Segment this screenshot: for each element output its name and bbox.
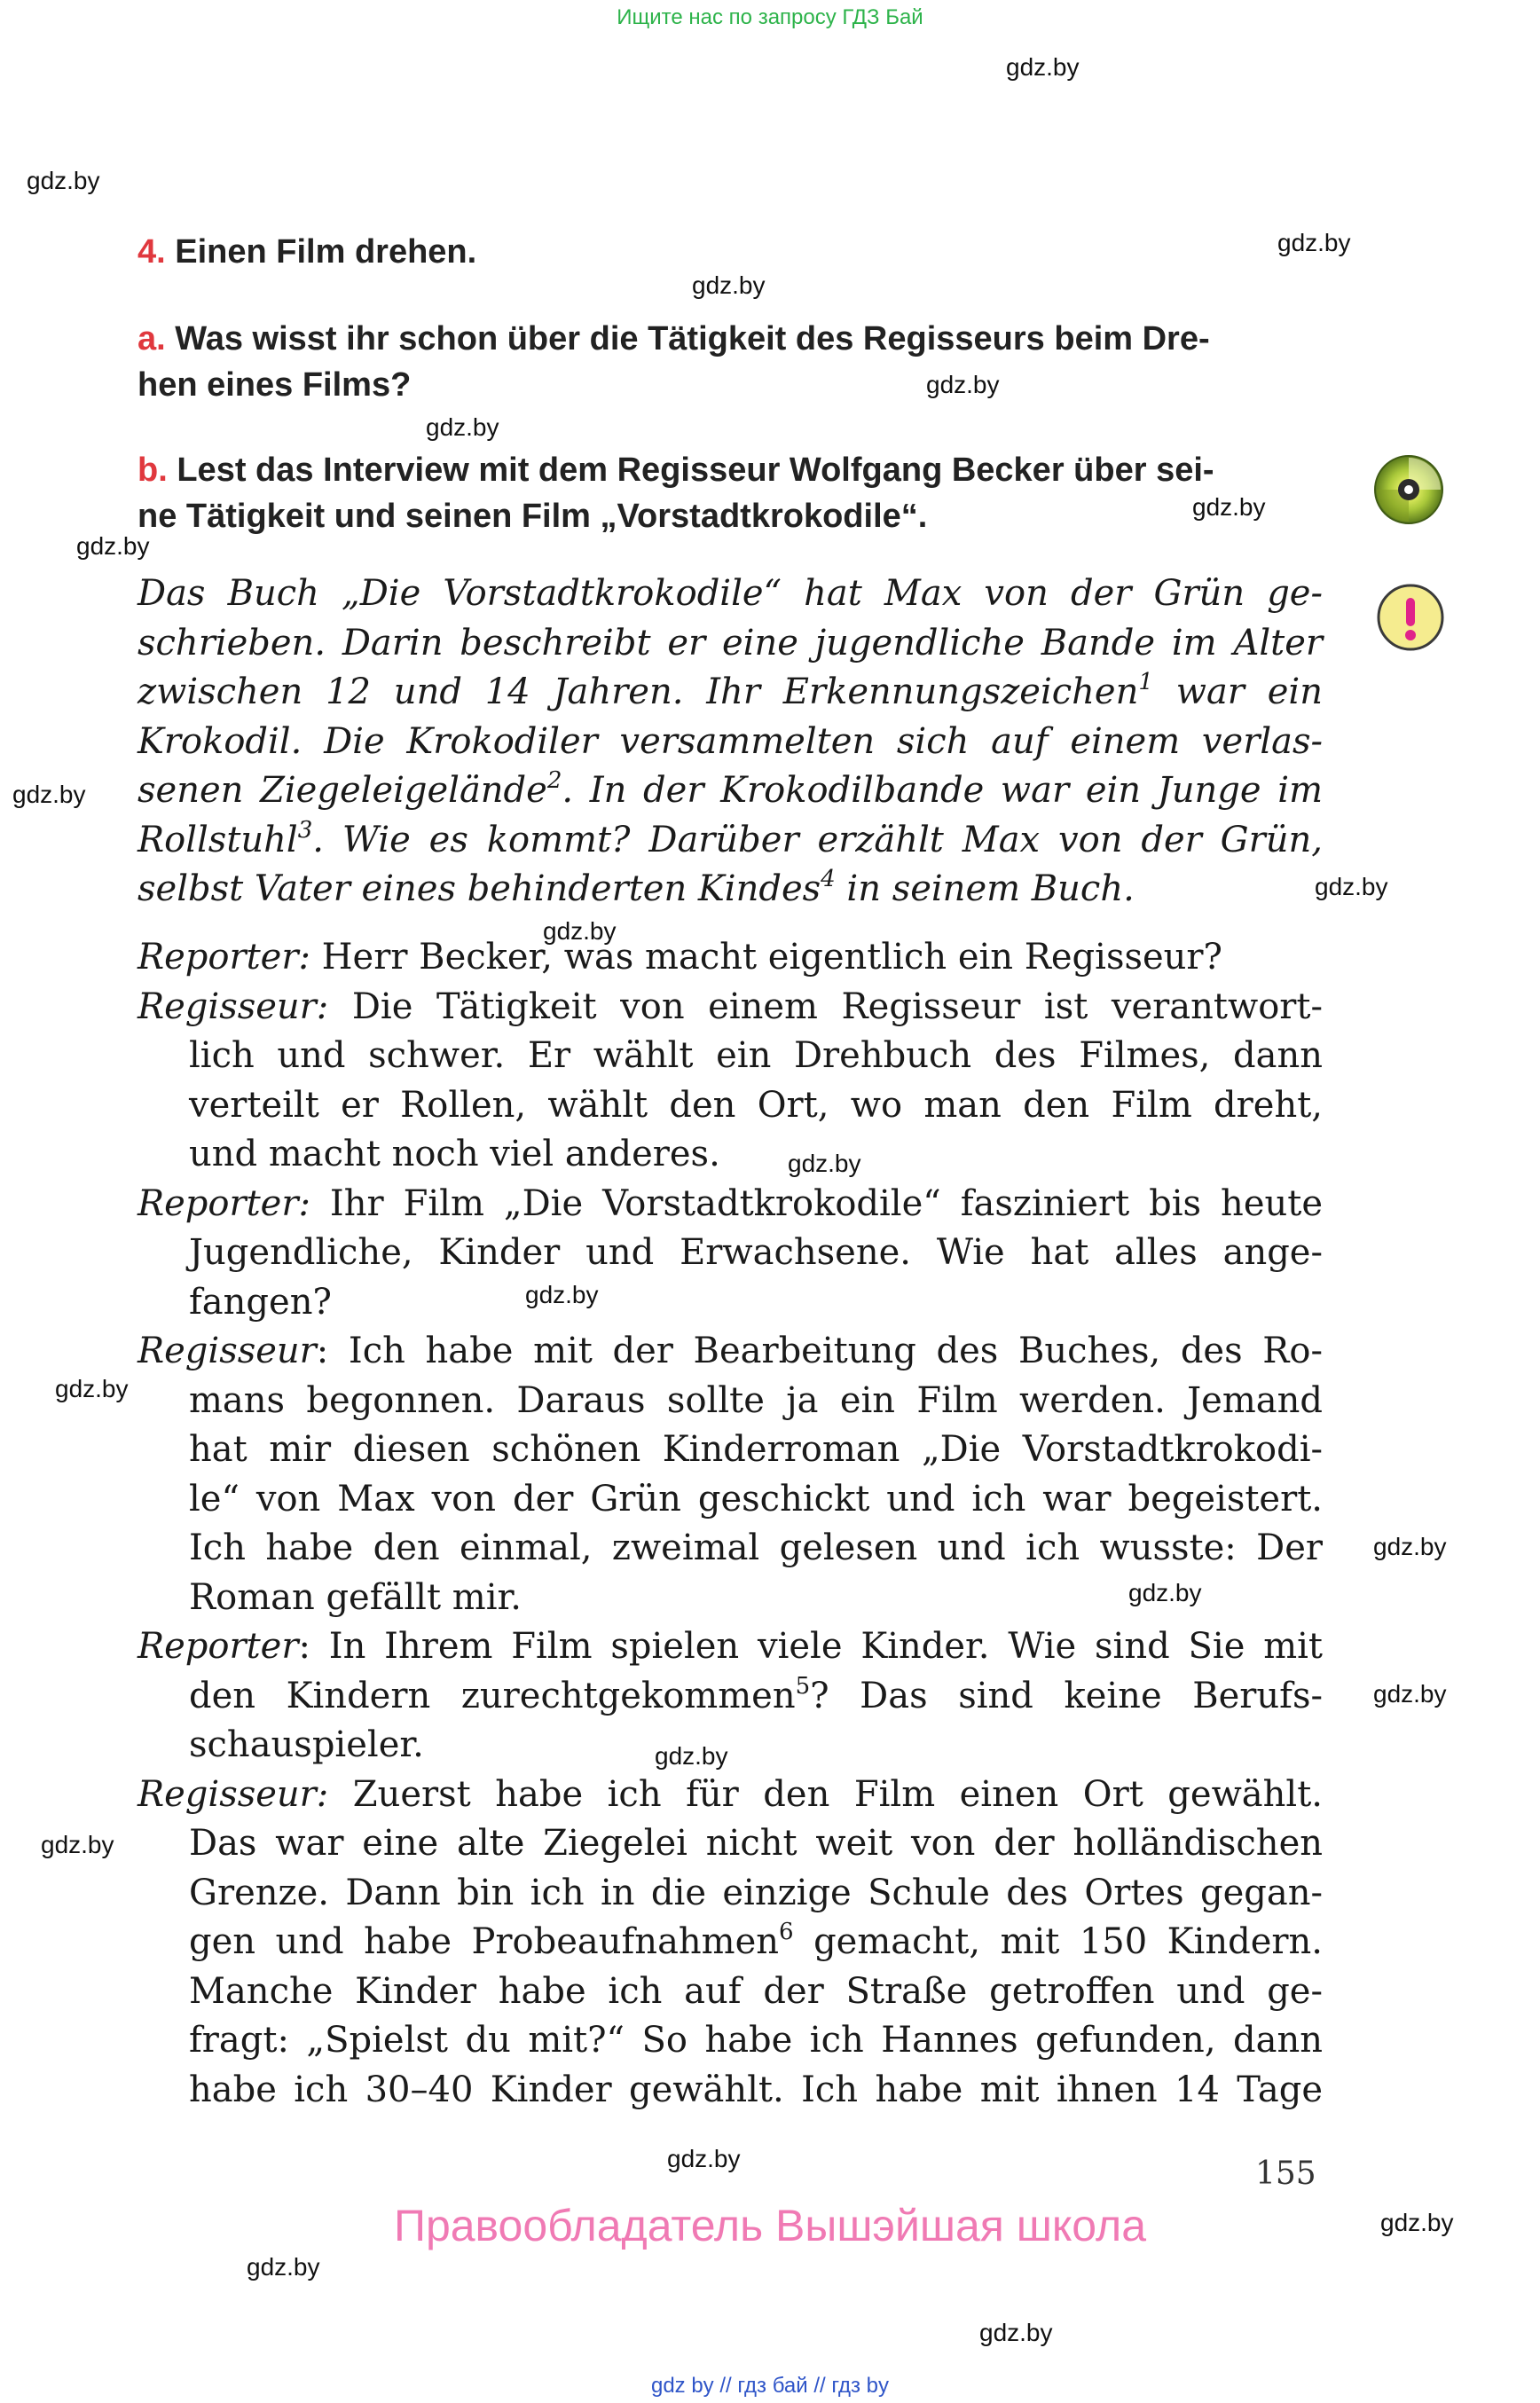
watermark: gdz.by — [667, 2145, 741, 2172]
watermark: gdz.by — [926, 371, 1000, 398]
intro-line — [138, 816, 1323, 866]
answer-line: mans begonnen. Daraus sollte ja ein Film werden. Jemand — [189, 1379, 1323, 1421]
footnote-marker: 3 — [297, 816, 313, 844]
answer-text: gemacht, mit 150 Kindern. — [793, 1921, 1323, 1962]
answer-line: Grenze. Dann bin ich in die einzige Schule des Ortes gegan- — [189, 1872, 1323, 1913]
task-a-line: Was wisst ihr schon über die Tätigkeit des Regisseurs beim Dre- — [175, 320, 1210, 357]
interview-answer — [138, 983, 1323, 1033]
question-line: fangen? — [189, 1281, 332, 1323]
intro-line: schrieben. Darin beschreibt er eine jugendliche Bande im Alter — [138, 622, 1323, 664]
watermark: gdz.by — [1128, 1579, 1202, 1606]
footnote-marker: 5 — [795, 1672, 811, 1700]
answer-line: Manche Kinder habe ich auf der Straße getroffen und ge- — [189, 1970, 1323, 2012]
speaker-reporter: Reporter: — [138, 937, 310, 978]
task-title: Einen Film drehen. — [175, 233, 477, 271]
question-text: Herr Becker, was macht eigentlich ein Regisseur? — [310, 937, 1222, 978]
footnote-marker: 2 — [546, 767, 562, 794]
copyright-notice: Правообладатель Вышэйшая школа — [394, 2201, 1146, 2250]
answer-text: Die Tätigkeit von einem Regisseur ist verantwort- — [328, 986, 1323, 1027]
task-b-line: ne Tätigkeit und seinen Film „Vorstadtkrokodile“. — [138, 498, 928, 535]
watermark: gdz.by — [55, 1375, 129, 1402]
answer-line: lich und schwer. Er wählt ein Drehbuch des Filmes, dann — [189, 1035, 1323, 1076]
interview-answer — [138, 1771, 1323, 1820]
footnote-marker: 4 — [821, 866, 836, 892]
interview-question — [138, 933, 1323, 983]
intro-text: . Wie es kommt? Darüber erzählt Max von der Grün, — [312, 819, 1323, 860]
watermark: gdz.by — [76, 532, 150, 560]
intro-text: war ein — [1152, 671, 1323, 712]
answer-line: und macht noch viel anderes. — [189, 1134, 720, 1174]
task-b-letter: b. — [138, 452, 168, 489]
cd-disc-icon — [1373, 454, 1444, 525]
watermark: gdz.by — [788, 1150, 861, 1177]
watermark: gdz.by — [1380, 2209, 1454, 2236]
colon: : — [316, 1331, 329, 1371]
footer-links[interactable]: gdz by // гдз бай // гдз by — [650, 2374, 890, 2398]
watermark: gdz.by — [1006, 53, 1080, 81]
watermark: gdz.by — [1373, 1533, 1447, 1560]
intro-line — [138, 766, 1323, 816]
answer-text: gen und habe Probeaufnahmen — [189, 1921, 780, 1962]
watermark: gdz.by — [1192, 493, 1266, 521]
answer-line: Roman gefällt mir. — [189, 1576, 522, 1618]
intro-text: selbst Vater eines behinderten Kindes — [138, 868, 821, 909]
watermark: gdz.by — [525, 1281, 599, 1308]
task-number: 4. — [138, 233, 166, 271]
watermark: gdz.by — [1373, 1680, 1447, 1708]
intro-paragraph — [138, 569, 1323, 915]
answer-line — [138, 1918, 1323, 1967]
intro-line — [138, 865, 1323, 915]
watermark: gdz.by — [692, 271, 766, 299]
watermark: gdz.by — [655, 1742, 728, 1770]
task-a-line: hen eines Films? — [138, 366, 412, 404]
answer-text: Ich habe mit der Bearbeitung des Buches, des Ro- — [328, 1331, 1323, 1371]
answer-line: habe ich 30–40 Kinder gewählt. Ich habe mit ihnen 14 Tage — [189, 2069, 1323, 2110]
intro-line: Krokodil. Die Krokodiler versammelten sich auf einem verlas- — [138, 720, 1323, 762]
question-text: In Ihrem Film spielen viele Kinder. Wie sind Sie mit — [310, 1626, 1323, 1667]
intro-text: zwischen 12 und 14 Jahren. Ihr Erkennungszeichen — [138, 671, 1139, 712]
question-text: ? Das sind keine Berufs- — [810, 1675, 1323, 1716]
watermark: gdz.by — [979, 2319, 1053, 2346]
interview-question — [138, 1622, 1323, 1672]
intro-text: senen Ziegeleigelände — [138, 770, 547, 811]
task-b-line: Lest das Interview mit dem Regisseur Wolfgang Becker über sei- — [177, 452, 1214, 489]
watermark: gdz.by — [426, 413, 499, 441]
interview-answer — [138, 1327, 1323, 1377]
search-hint-link[interactable]: Ищите нас по запросу ГДЗ Бай — [617, 5, 923, 29]
answer-line: verteilt er Rollen, wählt den Ort, wo man den Film dreht, — [189, 1084, 1323, 1126]
watermark: gdz.by — [27, 167, 100, 194]
speaker-reporter: Reporter: — [138, 1182, 310, 1224]
answer-line: fragt: „Spielst du mit?“ So habe ich Hannes gefunden, dann — [189, 2020, 1323, 2061]
exclamation-icon — [1375, 582, 1446, 653]
question-line — [138, 1672, 1323, 1722]
interview — [138, 933, 1323, 2115]
intro-line: Das Buch „Die Vorstadtkrokodile“ hat Max von der Grün ge- — [138, 573, 1323, 614]
task-a-letter: a. — [138, 320, 166, 357]
speaker-regisseur: Regisseur: — [138, 986, 329, 1027]
watermark: gdz.by — [1277, 229, 1351, 256]
colon: : — [298, 1626, 310, 1667]
task-a — [138, 316, 1210, 408]
watermark: gdz.by — [41, 1831, 114, 1858]
intro-text: in seinem Buch. — [835, 868, 1135, 909]
watermark: gdz.by — [247, 2253, 320, 2281]
intro-text: Rollstuhl — [138, 819, 298, 860]
answer-line: Das war eine alte Ziegelei nicht weit von der holländischen — [189, 1823, 1323, 1864]
watermark: gdz.by — [543, 917, 617, 945]
question-text: den Kindern zurechtgekommen — [189, 1675, 796, 1716]
task-heading — [138, 229, 476, 275]
page-number: 155 — [1255, 2156, 1316, 2192]
intro-line — [138, 668, 1323, 718]
interview-question — [138, 1180, 1323, 1229]
task-b — [138, 447, 1214, 539]
watermark: gdz.by — [1315, 873, 1388, 900]
watermark: gdz.by — [12, 781, 86, 808]
question-text: Ihr Film „Die Vorstadtkrokodile“ fasziniert bis heute — [310, 1182, 1323, 1224]
footnote-marker: 6 — [779, 1919, 794, 1945]
speaker-regisseur: Regisseur: — [138, 1773, 329, 1815]
answer-line: hat mir diesen schönen Kinderroman „Die Vorstadtkrokodi- — [189, 1429, 1323, 1470]
answer-line: le“ von Max von der Grün geschickt und ich war begeistert. — [189, 1478, 1323, 1520]
answer-text: Zuerst habe ich für den Film einen Ort gewählt. — [328, 1773, 1323, 1815]
speaker-regisseur: Regisseur — [138, 1331, 317, 1371]
question-line: schauspieler. — [189, 1724, 424, 1765]
speaker-reporter: Reporter — [138, 1626, 299, 1667]
answer-line: Ich habe den einmal, zweimal gelesen und ich wusste: Der — [189, 1527, 1323, 1568]
intro-text: . In der Krokodilbande war ein Junge im — [562, 770, 1324, 811]
question-line: Jugendliche, Kinder und Erwachsene. Wie hat alles ange- — [189, 1232, 1323, 1273]
footnote-marker: 1 — [1138, 669, 1153, 695]
